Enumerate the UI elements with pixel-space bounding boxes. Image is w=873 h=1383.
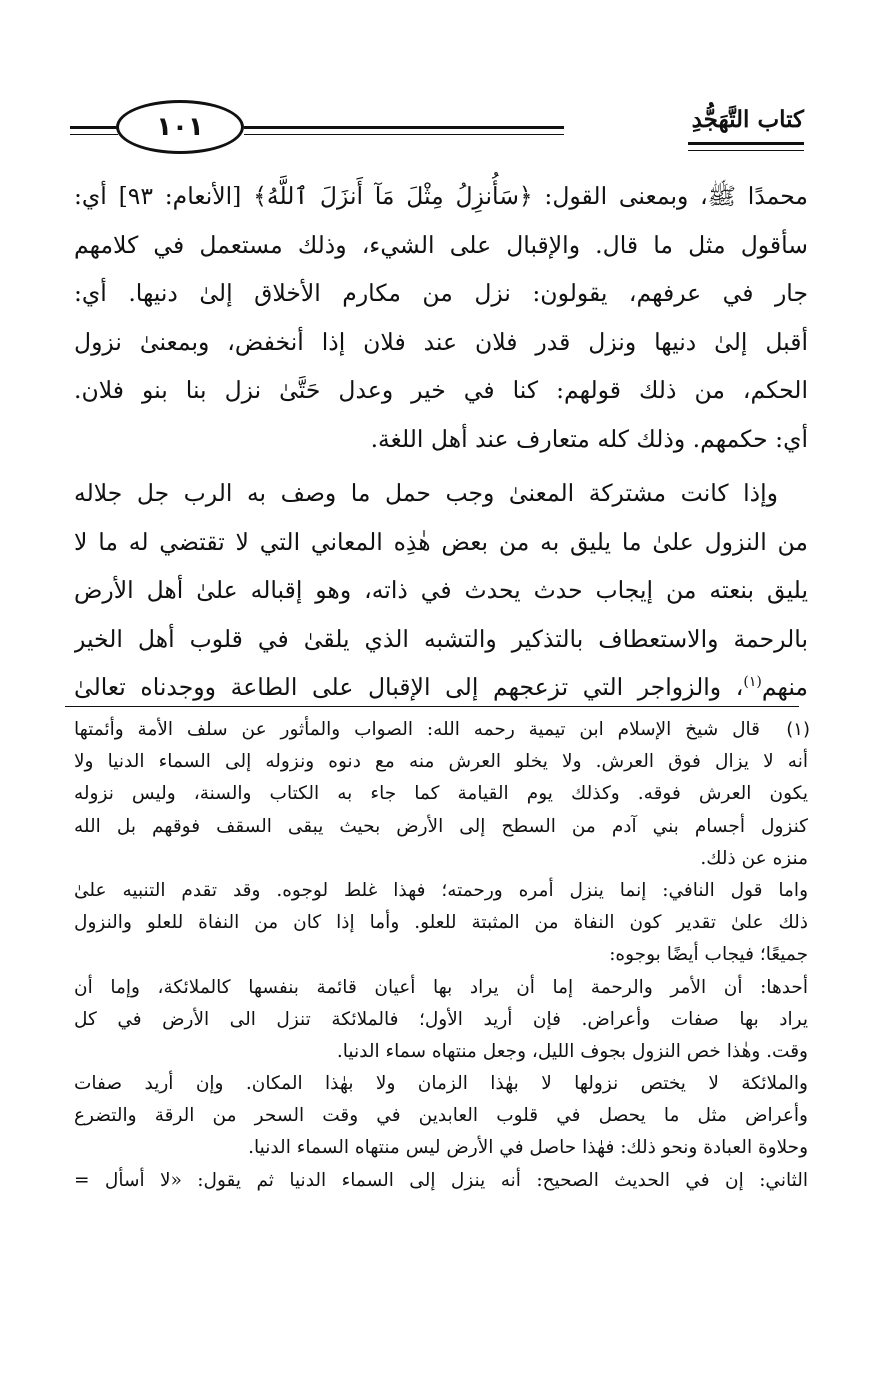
footnote-line: ذلك علىٰ تقدير كون النفاة من المثبتة للعلو. وأما إذا كان من النفاة للعلو والنزول bbox=[74, 912, 808, 934]
footnote-paragraph bbox=[74, 972, 808, 1069]
footnote-line: يكون العرش فوقه. وكذلك يوم القيامة كما جاء به الكتاب والسنة، وليس نزوله bbox=[74, 783, 808, 805]
footnotes bbox=[74, 714, 808, 1197]
footnote-paragraph bbox=[74, 1068, 808, 1165]
header-rule-middle-thin bbox=[244, 134, 564, 135]
header-rule-right bbox=[688, 142, 804, 145]
text-line: سأقول مثل ما قال. والإقبال على الشيء، وذلك مستعمل في كلامهم bbox=[74, 230, 808, 259]
footnote-marker: (١) bbox=[786, 719, 810, 740]
footnote-line: قال شيخ الإسلام ابن تيمية رحمه الله: الصواب والمأثور عن سلف الأمة وأئمتها bbox=[74, 719, 760, 740]
text-line: محمدًا ﷺ، وبمعنى القول: ﴿سَأُنزِلُ مِثْلَ مَآ أَنزَلَ ٱللَّهُ﴾ [الأنعام: ٩٣] أي: bbox=[74, 182, 808, 210]
text-line: أي: حكمهم. وذلك كله متعارف عند أهل اللغة. bbox=[370, 424, 808, 453]
footnote-line: وأعراض مثل ما يحصل في قلوب العابدين في وقت السحر من الرقة والتضرع bbox=[74, 1105, 808, 1127]
footnote-line: أنه لا يزال فوق العرش. ولا يخلو العرش منه مع دنوه ونزوله إلى السماء الدنيا ولا bbox=[74, 751, 808, 773]
footnote-paragraph bbox=[74, 875, 808, 972]
paragraph-2 bbox=[74, 469, 808, 712]
footnote-line: يراد بها صفات وأعراض. فإن أريد الأول؛ فالملائكة تنزل الى الأرض في كل bbox=[74, 1008, 808, 1030]
main-text bbox=[74, 172, 808, 712]
footnote-line: منزه عن ذلك. bbox=[700, 847, 808, 869]
paragraph-1 bbox=[74, 172, 808, 463]
text-line: جار في عرفهم، يقولون: نزل من مكارم الأخلاق إلىٰ دنيها. أي: bbox=[74, 279, 808, 307]
book-title: كتاب التَّهَجُّدِ bbox=[691, 106, 804, 133]
footnote-line: وقت. وهٰذا خص النزول بجوف الليل، وجعل منتهاه سماء الدنيا. bbox=[336, 1040, 808, 1062]
footnote-line: كنزول أجسام بني آدم من السطح إلى الأرض بحيث يبقى السقف فوقهم بل الله bbox=[74, 815, 808, 837]
text-line: بالرحمة والاستعطاف بالتذكير والتشبه الذي يلقىٰ في قلوب أهل الخير bbox=[74, 624, 808, 653]
text-line bbox=[74, 663, 808, 712]
text-segment: ، والزواجر التي تزعجهم إلى الإقبال على الطاعة ووجدناه تعالىٰ bbox=[74, 673, 744, 701]
text-line: وإذا كانت مشتركة المعنىٰ وجب حمل ما وصف به الرب جل جلاله bbox=[74, 479, 778, 507]
text-segment: منهم bbox=[761, 673, 808, 701]
footnote-1 bbox=[74, 714, 808, 875]
header-rule-left bbox=[70, 126, 118, 129]
header-rule-left-thin bbox=[70, 134, 118, 135]
text-line: من النزول علىٰ ما يليق به من بعض هٰذِه المعاني التي لا تقتضي له ما لا bbox=[74, 527, 808, 556]
page-number-oval bbox=[116, 100, 244, 154]
text-line: أقبل إلىٰ دنيها ونزل قدر فلان عند فلان إذا أنخفض، وبمعنىٰ نزول bbox=[74, 327, 808, 356]
footnote-line: جميعًا؛ فيجاب أيضًا بوجوه: bbox=[609, 944, 808, 966]
footnote-line: واما قول النافي: إنما ينزل أمره ورحمته؛ فهذا غلط لوجوه. وقد تقدم التنبيه علىٰ bbox=[74, 879, 808, 901]
page-header bbox=[70, 92, 804, 162]
footnote-line: الثاني: إن في الحديث الصحيح: أنه ينزل إلى السماء الدنيا ثم يقول: «لا أسأل = bbox=[74, 1169, 808, 1191]
footnote-separator bbox=[65, 706, 799, 707]
page-number: ١٠١ bbox=[156, 112, 204, 142]
footnote-line: والملائكة لا يختص نزولها لا بهٰذا الزمان ولا بهٰذا المكان. وإن أريد صفات bbox=[74, 1073, 808, 1095]
footnote-reference[interactable]: (١) bbox=[743, 674, 762, 691]
text-line: يليق بنعته من إيجاب حدث يحدث في ذاته، وهو إقباله علىٰ أهل الأرض bbox=[74, 576, 808, 604]
header-rule-right-thin bbox=[688, 150, 804, 151]
footnote-line: وحلاوة العبادة ونحو ذلك: فهٰذا حاصل في الأرض ليس منتهاه السماء الدنيا. bbox=[248, 1137, 808, 1159]
footnote-line: أحدها: أن الأمر والرحمة إما أن يراد بها أعيان قائمة بنفسها كالملائكة، وإما أن bbox=[74, 976, 808, 998]
header-rule-middle bbox=[244, 126, 564, 129]
text-line: الحكم، من ذلك قولهم: كنا في خير وعدل حَتَّىٰ نزل بنا بنو فلان. bbox=[74, 376, 808, 404]
footnote-paragraph bbox=[74, 1165, 808, 1197]
